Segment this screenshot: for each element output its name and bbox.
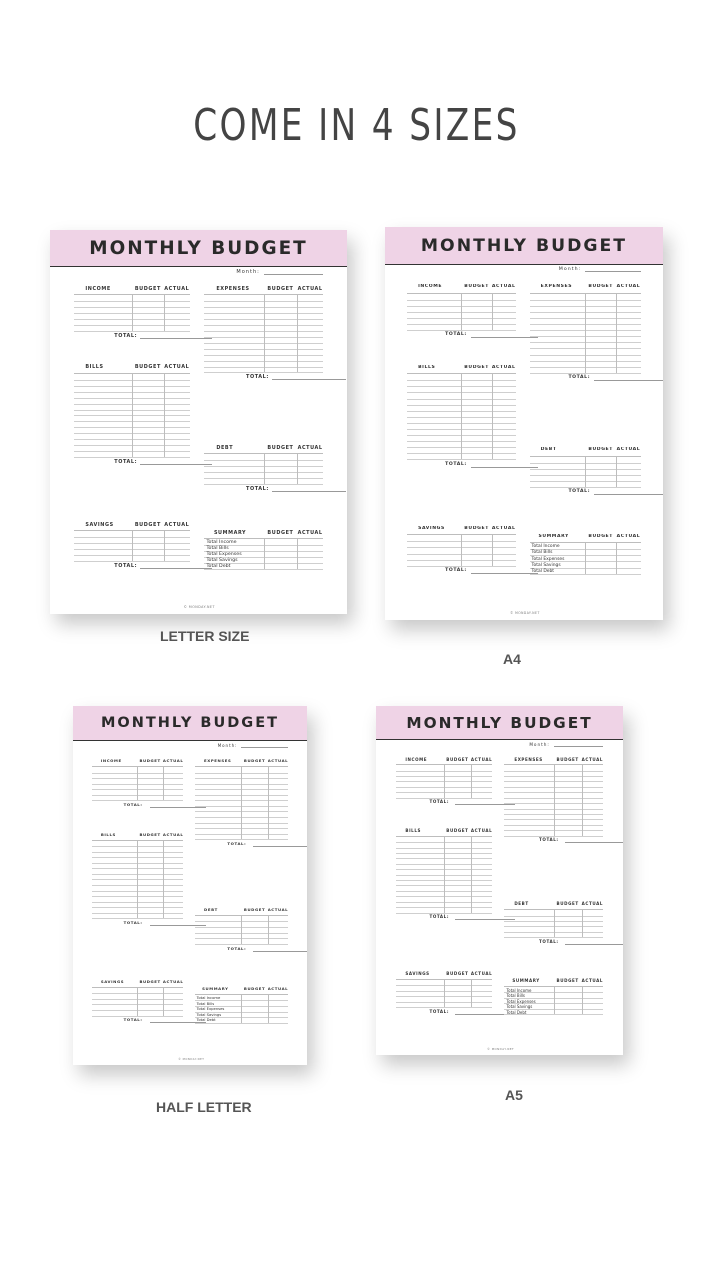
summary-row-label: Total Expenses xyxy=(506,998,536,1004)
bills-label: BILLS xyxy=(85,364,104,371)
footer: © MONDAY.NET xyxy=(510,611,540,616)
total-label: TOTAL: xyxy=(114,563,138,569)
savings-label: SAVINGS xyxy=(405,971,430,977)
bills-label: BILLS xyxy=(100,831,116,837)
income-total xyxy=(445,332,467,337)
summary-row-label: Total Income xyxy=(506,987,532,993)
bills-budget-header: BUDGET xyxy=(464,364,489,370)
savings-label: SAVINGS xyxy=(100,978,125,984)
bills-total xyxy=(124,920,143,925)
income-actual-header: ACTUAL xyxy=(470,756,493,762)
income-actual-header: ACTUAL xyxy=(491,283,516,289)
summary-budget-header: BUDGET xyxy=(588,533,614,539)
footer: © MONDAY.NET xyxy=(178,1057,205,1061)
summary-budget-header: BUDGET xyxy=(556,978,579,984)
planner-title: MONTHLY BUDGET xyxy=(406,713,593,732)
summary-row-label: Total Bills xyxy=(506,993,525,999)
expenses-actual-header: ACTUAL xyxy=(581,756,604,762)
expenses-budget-header: BUDGET xyxy=(556,756,579,762)
income-actual-header: ACTUAL xyxy=(164,285,190,292)
debt-budget-header: BUDGET xyxy=(588,447,614,453)
summary-row-label: Total Savings xyxy=(196,1012,222,1017)
bills-actual-header: ACTUAL xyxy=(491,364,516,370)
section-expenses xyxy=(530,284,641,382)
section-debt xyxy=(195,907,289,952)
expenses-label: EXPENSES xyxy=(216,285,250,292)
savings-label: SAVINGS xyxy=(418,525,445,531)
expenses-label: EXPENSES xyxy=(540,283,573,289)
section-summary xyxy=(204,530,323,568)
debt-total xyxy=(568,489,590,494)
planner-title: MONTHLY BUDGET xyxy=(420,235,628,256)
month-field xyxy=(218,743,289,748)
income-label: INCOME xyxy=(418,283,443,289)
expenses-budget-header: BUDGET xyxy=(588,283,614,289)
total-label: TOTAL: xyxy=(227,841,247,847)
section-bills xyxy=(407,365,515,469)
expenses-total xyxy=(227,841,246,846)
summary-row-label: Total Savings xyxy=(206,557,238,563)
total-label: TOTAL: xyxy=(114,459,138,466)
planner-letter xyxy=(50,230,347,614)
section-debt xyxy=(530,447,641,496)
expenses-budget-header: BUDGET xyxy=(243,758,266,764)
total-label: TOTAL: xyxy=(539,837,559,843)
summary-row-label: Total Expenses xyxy=(531,556,565,562)
section-summary xyxy=(504,978,603,1013)
summary-row-label: Total Bills xyxy=(206,546,229,552)
income-total xyxy=(114,333,137,339)
summary-label: SUMMARY xyxy=(512,978,540,984)
section-summary xyxy=(530,534,641,573)
income-label: INCOME xyxy=(85,285,111,292)
summary-actual-header: ACTUAL xyxy=(267,986,289,992)
bills-budget-header: BUDGET xyxy=(446,828,469,834)
bills-label: BILLS xyxy=(418,364,436,370)
planner-title: MONTHLY BUDGET xyxy=(89,237,308,259)
summary-actual-header: ACTUAL xyxy=(297,529,323,536)
savings-total xyxy=(124,1017,143,1022)
total-label: TOTAL: xyxy=(568,374,591,380)
debt-actual-header: ACTUAL xyxy=(581,901,604,907)
savings-actual-header: ACTUAL xyxy=(491,525,516,531)
section-expenses xyxy=(504,757,603,844)
savings-label: SAVINGS xyxy=(85,521,114,528)
total-label: TOTAL: xyxy=(246,486,269,493)
summary-row-label: Total Debt xyxy=(206,563,231,569)
debt-total xyxy=(227,946,246,951)
summary-row-label: Total Savings xyxy=(506,1004,533,1010)
summary-row-label: Total Debt xyxy=(506,1009,527,1015)
section-bills xyxy=(92,832,183,927)
savings-budget-header: BUDGET xyxy=(134,521,161,528)
debt-actual-header: ACTUAL xyxy=(616,447,641,453)
planner-a5 xyxy=(376,706,623,1055)
summary-row-label: Total Savings xyxy=(531,562,561,568)
summary-row-label: Total Expenses xyxy=(196,1007,225,1012)
income-actual-header: ACTUAL xyxy=(162,758,183,764)
bills-actual-header: ACTUAL xyxy=(164,364,190,371)
footer: © MONDAY.NET xyxy=(487,1046,515,1051)
month-label: Month: xyxy=(529,742,550,748)
section-income xyxy=(92,758,183,808)
debt-label: DEBT xyxy=(514,901,529,907)
section-income xyxy=(396,757,492,806)
debt-label: DEBT xyxy=(216,445,234,452)
debt-actual-header: ACTUAL xyxy=(297,445,323,452)
savings-total xyxy=(114,563,137,569)
debt-budget-header: BUDGET xyxy=(556,901,579,907)
total-label: TOTAL: xyxy=(445,332,467,338)
section-savings xyxy=(396,971,492,1014)
bills-total xyxy=(114,459,137,465)
debt-total xyxy=(539,939,559,944)
total-label: TOTAL: xyxy=(123,802,143,808)
income-total xyxy=(124,802,143,807)
savings-budget-header: BUDGET xyxy=(446,971,469,977)
total-label: TOTAL: xyxy=(445,461,467,467)
title-band xyxy=(50,230,347,267)
expenses-actual-header: ACTUAL xyxy=(297,285,323,292)
expenses-actual-header: ACTUAL xyxy=(616,283,641,289)
summary-budget-header: BUDGET xyxy=(243,986,266,992)
total-label: TOTAL: xyxy=(429,1008,450,1014)
savings-budget-header: BUDGET xyxy=(464,525,489,531)
total-label: TOTAL: xyxy=(123,920,143,926)
summary-row-label: Total Expenses xyxy=(206,552,242,558)
month-field xyxy=(559,267,641,272)
debt-total xyxy=(246,486,269,492)
expenses-total xyxy=(539,837,559,842)
bills-label: BILLS xyxy=(405,828,422,834)
title-band xyxy=(385,227,663,265)
summary-row-label: Total Debt xyxy=(531,568,555,574)
bills-total xyxy=(429,914,449,919)
summary-row-label: Total Income xyxy=(531,544,560,550)
summary-actual-header: ACTUAL xyxy=(616,533,641,539)
bills-budget-header: BUDGET xyxy=(139,831,161,837)
income-label: INCOME xyxy=(100,758,122,764)
bills-actual-header: ACTUAL xyxy=(470,828,493,834)
debt-budget-header: BUDGET xyxy=(243,907,266,913)
section-expenses xyxy=(204,286,323,381)
savings-total xyxy=(429,1009,449,1014)
section-summary xyxy=(195,986,289,1022)
total-label: TOTAL: xyxy=(123,1017,143,1023)
expenses-total xyxy=(246,374,269,380)
total-label: TOTAL: xyxy=(429,914,450,920)
savings-actual-header: ACTUAL xyxy=(164,521,190,528)
bills-total xyxy=(445,462,467,467)
debt-label: DEBT xyxy=(540,447,557,453)
caption-half-letter: HALF LETTER xyxy=(156,1099,252,1115)
title-band xyxy=(376,706,623,740)
month-label: Month: xyxy=(236,269,260,276)
income-total xyxy=(429,799,449,804)
summary-label: SUMMARY xyxy=(538,533,569,539)
summary-row-label: Total Bills xyxy=(196,1001,215,1006)
debt-label: DEBT xyxy=(204,907,218,913)
section-bills xyxy=(396,828,492,920)
expenses-total xyxy=(568,375,590,380)
section-savings xyxy=(92,979,183,1024)
income-budget-header: BUDGET xyxy=(464,283,489,289)
planner-half-letter xyxy=(73,706,307,1065)
headline: COME IN 4 SIZES xyxy=(193,100,520,151)
section-income xyxy=(407,284,515,339)
planner-a4 xyxy=(385,227,663,620)
savings-budget-header: BUDGET xyxy=(139,978,161,984)
bills-actual-header: ACTUAL xyxy=(162,831,183,837)
section-savings xyxy=(74,522,190,570)
savings-actual-header: ACTUAL xyxy=(162,978,183,984)
total-label: TOTAL: xyxy=(227,945,247,951)
section-savings xyxy=(407,526,515,575)
section-income xyxy=(74,286,190,340)
section-debt xyxy=(204,445,323,493)
month-label: Month: xyxy=(217,743,238,749)
total-label: TOTAL: xyxy=(114,332,138,339)
summary-row-label: Total Debt xyxy=(196,1018,216,1023)
summary-actual-header: ACTUAL xyxy=(581,978,604,984)
summary-label: SUMMARY xyxy=(202,986,229,992)
income-label: INCOME xyxy=(405,756,428,762)
caption-a5: A5 xyxy=(505,1087,523,1103)
expenses-label: EXPENSES xyxy=(204,758,232,764)
summary-row-label: Total Bills xyxy=(531,550,553,556)
month-field xyxy=(236,269,323,275)
caption-letter: LETTER SIZE xyxy=(160,628,250,644)
section-expenses xyxy=(195,758,289,847)
summary-budget-header: BUDGET xyxy=(267,529,294,536)
summary-label: SUMMARY xyxy=(213,529,247,536)
debt-budget-header: BUDGET xyxy=(267,445,294,452)
bills-budget-header: BUDGET xyxy=(134,364,161,371)
summary-row-label: Total Income xyxy=(206,540,237,546)
expenses-actual-header: ACTUAL xyxy=(267,758,289,764)
savings-actual-header: ACTUAL xyxy=(470,971,493,977)
month-field xyxy=(529,742,603,747)
income-budget-header: BUDGET xyxy=(139,758,161,764)
summary-row-label: Total Income xyxy=(196,996,221,1001)
title-band xyxy=(73,706,307,741)
footer: © MONDAY.NET xyxy=(183,605,215,610)
planner-title: MONTHLY BUDGET xyxy=(100,715,279,732)
total-label: TOTAL: xyxy=(445,567,467,573)
caption-a4: A4 xyxy=(503,651,521,667)
total-label: TOTAL: xyxy=(539,938,559,944)
section-debt xyxy=(504,901,603,944)
expenses-label: EXPENSES xyxy=(514,756,543,762)
income-budget-header: BUDGET xyxy=(446,756,469,762)
total-label: TOTAL: xyxy=(246,374,269,381)
income-budget-header: BUDGET xyxy=(134,285,161,292)
savings-total xyxy=(445,568,467,573)
total-label: TOTAL: xyxy=(568,489,591,495)
month-label: Month: xyxy=(558,267,582,273)
expenses-budget-header: BUDGET xyxy=(267,285,294,292)
total-label: TOTAL: xyxy=(429,799,450,805)
section-bills xyxy=(74,364,190,465)
debt-actual-header: ACTUAL xyxy=(267,907,289,913)
